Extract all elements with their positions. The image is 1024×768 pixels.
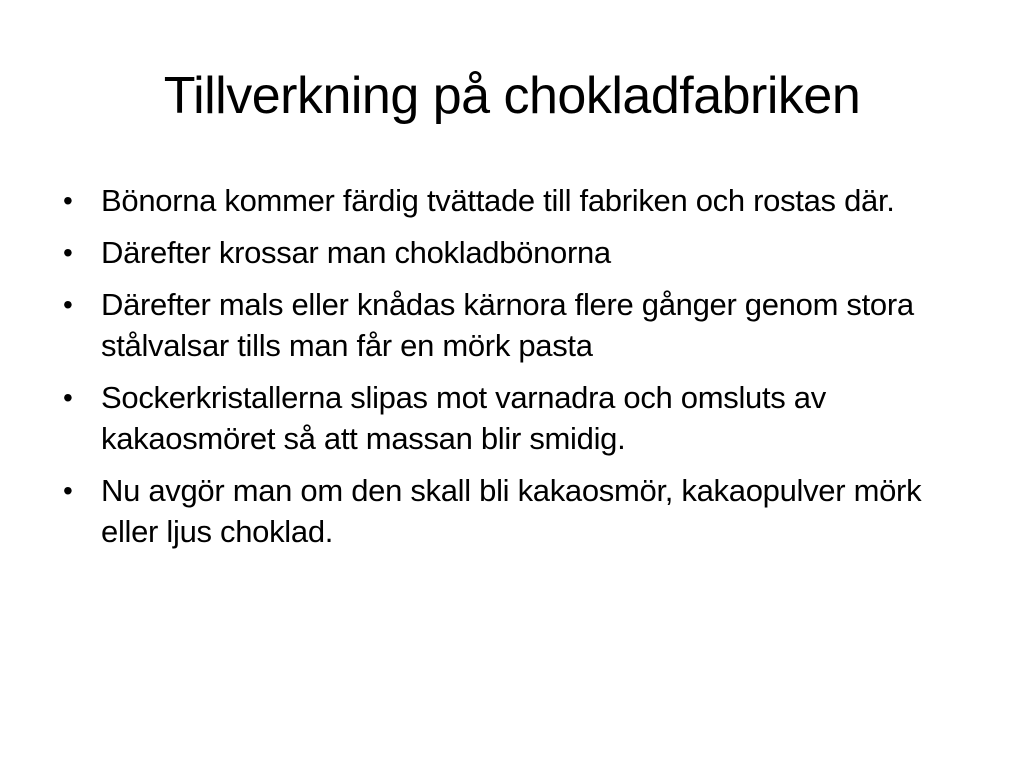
bullet-text: Nu avgör man om den skall bli kakaosmör, kakaopulver mörk eller ljus choklad. [101, 473, 922, 549]
slide-title: Tillverkning på chokladfabriken [163, 67, 861, 125]
bullet-text: Sockerkristallerna slipas mot varnadra och omsluts av kakaosmöret så att massan blir smidig. [101, 380, 826, 456]
bullet-text: Bönorna kommer färdig tvättade till fabriken och rostas där. [101, 183, 895, 218]
bullet-text: Därefter krossar man chokladbönorna [101, 235, 611, 270]
bullet-item [60, 284, 980, 366]
bullet-item [60, 180, 980, 221]
bullet-text: Därefter mals eller knådas kärnora flere gånger genom stora stålvalsar tills man får en mörk pasta [101, 287, 914, 363]
bullet-dot-icon: • [63, 185, 73, 216]
bullet-item [60, 232, 980, 273]
bullet-dot-icon: • [63, 475, 73, 506]
bullet-dot-icon: • [63, 237, 73, 268]
bullet-dot-icon: • [63, 382, 73, 413]
bullet-list [60, 180, 980, 563]
bullet-item [60, 377, 980, 459]
bullet-dot-icon: • [63, 289, 73, 320]
bullet-item [60, 470, 980, 552]
